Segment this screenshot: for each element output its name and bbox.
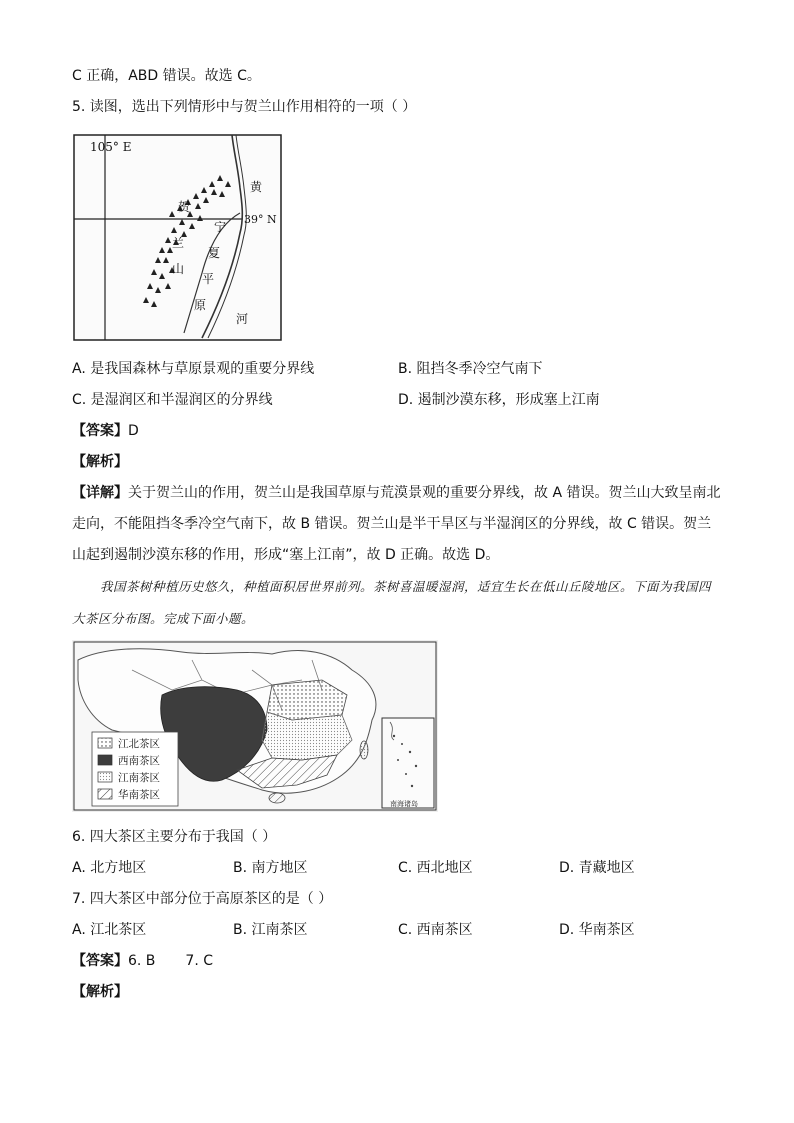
q5-option-b: B. 阻挡冬季冷空气南下	[398, 361, 543, 377]
q7-option-b: B. 江南茶区	[233, 922, 308, 938]
map-mountain-char-2: 兰	[172, 236, 185, 250]
q5-detail-text: 关于贺兰山的作用，贺兰山是我国草原与荒漠景观的重要分界线，故 A 错误。贺兰山大致呈南北走向，不能阻挡冬季冷空气南下，故 B 错误。贺兰山是半干旱区与半湿润区的分界线，故 C 错误。贺兰山起到遏制沙漠东移的作用，形成“塞上江南”，故 D 正确。故选 D。	[72, 485, 721, 563]
q6-stem: 6. 四大茶区主要分布于我国（ ）	[72, 829, 277, 845]
tea-intro: 我国茶树种植历史悠久，种植面积居世界前列。茶树喜温暖湿润，适宜生长在低山丘陵地区。下面为我国四大茶区分布图。完成下面小题。	[72, 579, 712, 626]
map-lon-label: 105° E	[90, 140, 132, 154]
legend-jiangnan: 江南茶区	[118, 772, 160, 784]
answers-67-tag: 【答案】	[72, 953, 128, 969]
q6-option-b: B. 南方地区	[233, 860, 308, 876]
helan-mountain-map	[72, 133, 284, 343]
map-mountain-char-3: 山	[172, 262, 185, 276]
map-plain-char-1: 宁	[214, 220, 227, 234]
map-lat-label: 39° N	[244, 213, 277, 226]
q5-detail-tag: 【详解】	[72, 485, 128, 501]
q5-option-c: C. 是湿润区和半湿润区的分界线	[72, 392, 273, 408]
q5-answer-tag: 【答案】	[72, 423, 128, 439]
map-river-char-1: 黄	[250, 180, 263, 194]
q7-option-a: A. 江北茶区	[72, 922, 147, 938]
q7-stem: 7. 四大茶区中部分位于高原茶区的是（ ）	[72, 891, 333, 907]
legend-xinan: 西南茶区	[118, 755, 160, 767]
answer-6: 6. B	[128, 953, 156, 969]
q6-option-c: C. 西北地区	[398, 860, 473, 876]
legend-jiangbei: 江北茶区	[118, 738, 160, 750]
analysis-67-tag: 【解析】	[72, 984, 128, 1000]
q7-option-c: C. 西南茶区	[398, 922, 473, 938]
inset-label: 南海诸岛	[390, 800, 418, 808]
q6-option-a: A. 北方地区	[72, 860, 147, 876]
q5-answer-line	[72, 421, 139, 441]
q5-answer-value: D	[128, 423, 139, 439]
q5-analysis-tag: 【解析】	[72, 454, 128, 470]
legend-huanan: 华南茶区	[118, 789, 160, 801]
tea-region-map	[72, 640, 438, 812]
q7-option-d: D. 华南茶区	[559, 922, 635, 938]
q5-option-d: D. 遏制沙漠东移，形成塞上江南	[398, 392, 600, 408]
map-plain-char-4: 原	[194, 298, 207, 312]
answer-7: 7. C	[185, 953, 214, 969]
map-plain-char-2: 夏	[208, 246, 221, 260]
map-river-char-2: 河	[236, 312, 249, 326]
prev-answer-line: C 正确，ABD 错误。故选 C。	[72, 68, 261, 84]
map-plain-char-3: 平	[202, 272, 215, 286]
map-mountain-char-1: 贺	[178, 200, 191, 214]
q5-stem: 5. 读图，选出下列情形中与贺兰山作用相符的一项（ ）	[72, 99, 417, 115]
q6-option-d: D. 青藏地区	[559, 860, 635, 876]
answers-67-line	[72, 951, 213, 971]
q5-detail-paragraph	[72, 478, 722, 571]
q5-option-a: A. 是我国森林与草原景观的重要分界线	[72, 361, 315, 377]
